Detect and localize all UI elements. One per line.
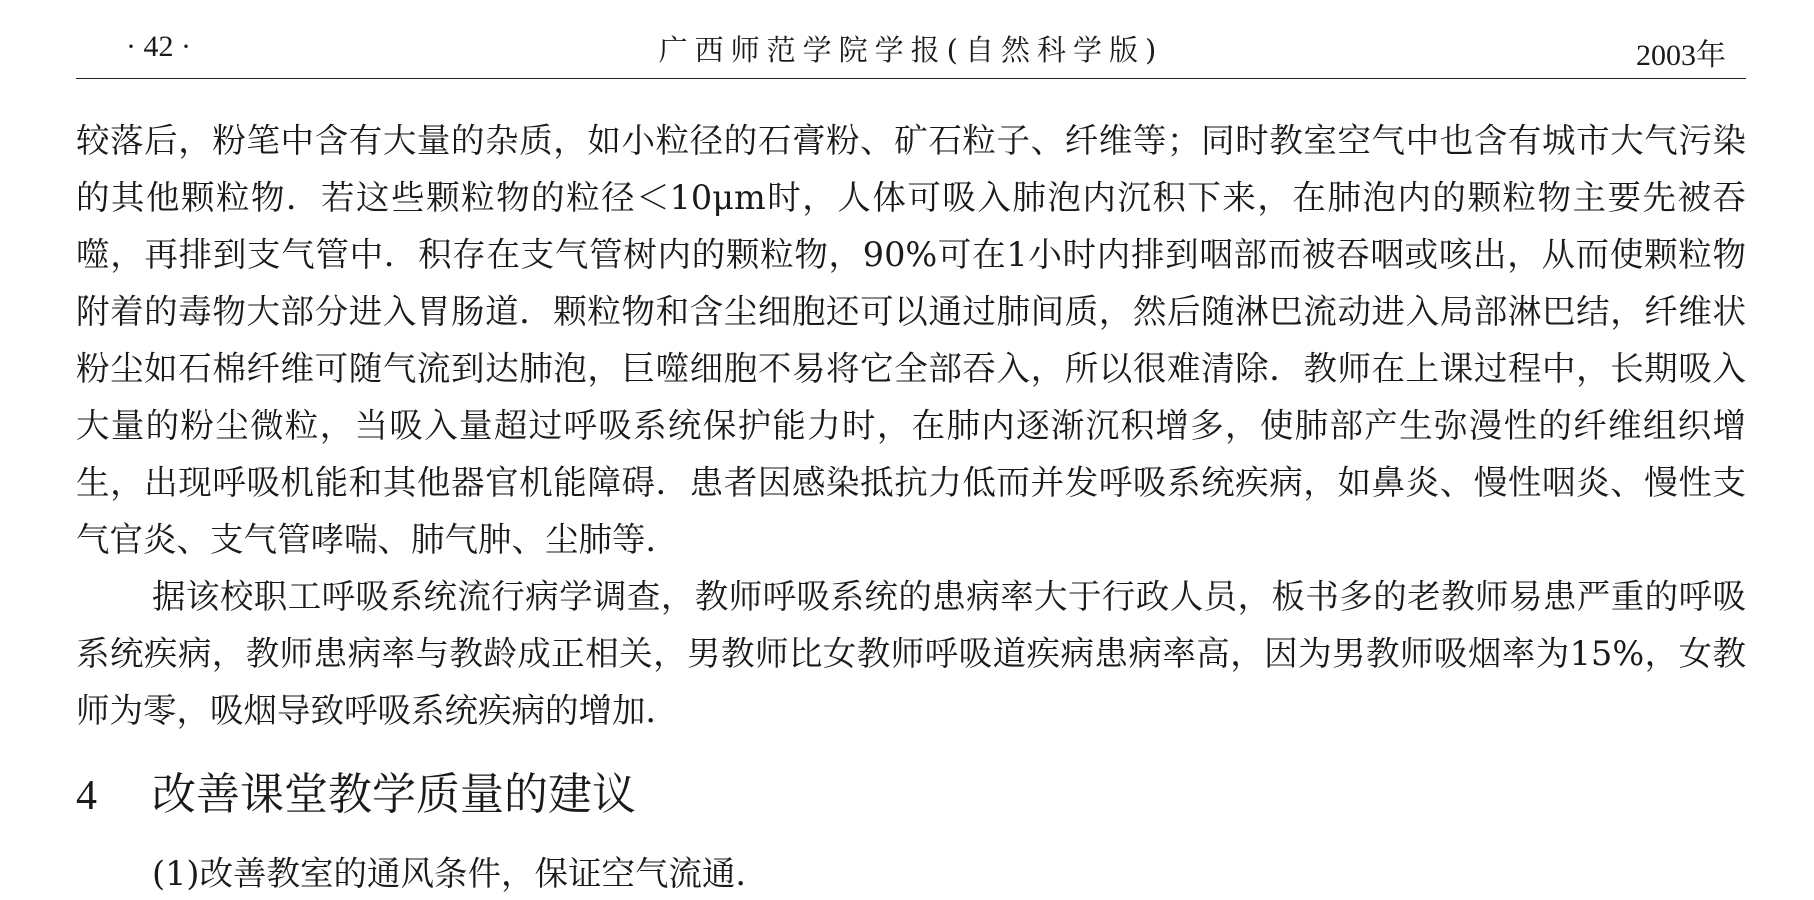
list-item: (1)改善教室的通风条件，保证空气流通． <box>152 854 769 893</box>
body-text <box>76 112 1746 739</box>
journal-title: 广西师范学院学报(自然科学版) <box>658 33 1164 67</box>
page-number: · 42 · <box>126 30 191 63</box>
section-title: 改善课堂教学质量的建议 <box>152 769 636 820</box>
paragraph-continued: 较落后，粉笔中含有大量的杂质，如小粒径的石膏粉、矿石粒子、纤维等；同时教室空气中也含有城市大气污染的其他颗粒物．若这些颗粒物的粒径＜10μm时，人体可吸入肺泡内沉积下来，在肺泡内的颗粒物主要先被吞噬，再排到支气管中．积存在支气管树内的颗粒物，90%可在1小时内排到咽部而被吞咽或咳出，从而使颗粒物附着的毒物大部分进入胃肠道．颗粒物和含尘细胞还可以通过肺间质，然后随淋巴流动进入局部淋巴结，纤维状粉尘如石棉纤维可随气流到达肺泡，巨噬细胞不易将它全部吞入，所以很难清除．教师在上课过程中，长期吸入大量的粉尘微粒，当吸入量超过呼吸系统保护能力时，在肺内逐渐沉积增多，使肺部产生弥漫性的纤维组织增生，出现呼吸机能和其他器官机能障碍．患者因感染抵抗力低而并发呼吸系统疾病，如鼻炎、慢性咽炎、慢性支气官炎、支气管哮喘、肺气肿、尘肺等． <box>76 121 1746 559</box>
publication-year: 2003年 <box>1636 39 1726 72</box>
section-heading <box>76 758 636 822</box>
paragraph-survey: 据该校职工呼吸系统流行病学调查，教师呼吸系统的患病率大于行政人员，板书多的老教师易患严重的呼吸系统疾病，教师患病率与教龄成正相关，男教师比女教师呼吸道疾病患病率高，因为男教师吸烟率为15%，女教师为零，吸烟导致呼吸系统疾病的增加． <box>76 577 1746 730</box>
section-number: 4 <box>76 773 97 819</box>
running-header <box>76 22 1746 79</box>
